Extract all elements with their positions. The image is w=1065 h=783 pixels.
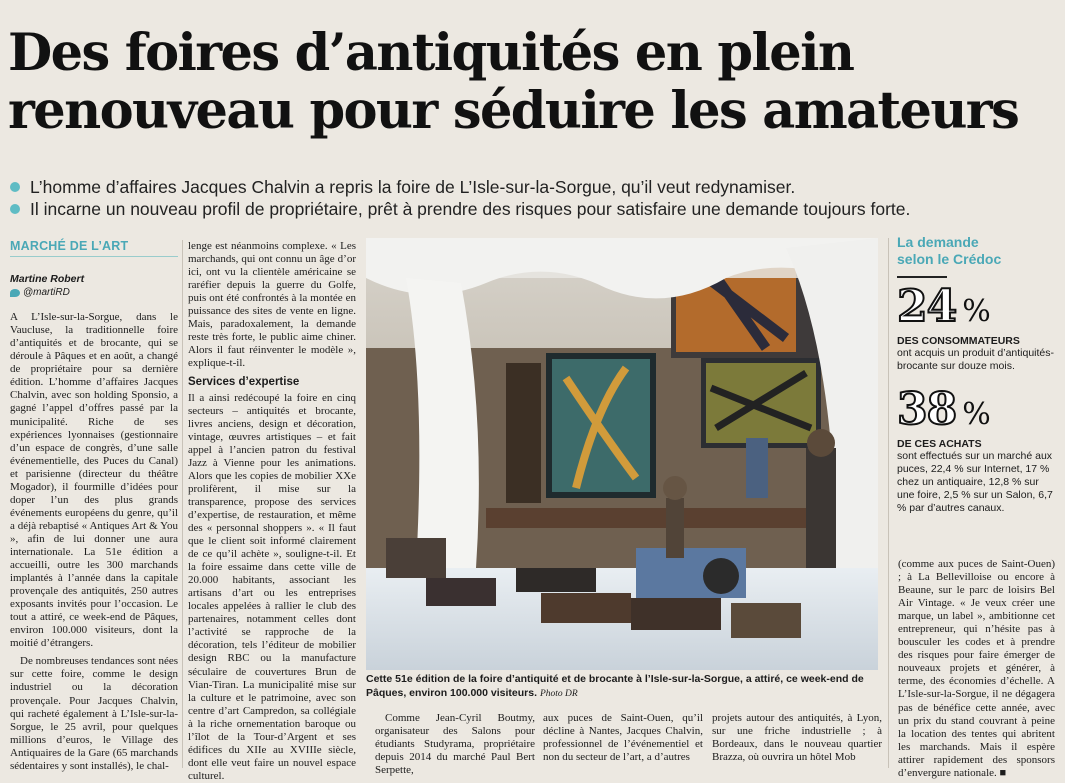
text-column-2 xyxy=(188,240,356,782)
article-headline xyxy=(8,24,1058,140)
deck-text: Il incarne un nouveau profil de propriétaire, prêt à prendre des risques pour satisfaire une demande toujours forte. xyxy=(30,199,911,219)
subheading: Services d’expertise xyxy=(188,376,300,389)
paragraph: Comme Jean-Cyril Boutmy, organisateur des Salons pour étudiants Studyrama, propriétaire depuis 2014 du marché Paul Bert Serpette, xyxy=(375,712,535,777)
sidebar-title xyxy=(897,234,1055,268)
stat-label: DE CES ACHATS xyxy=(897,438,982,450)
author-handle xyxy=(10,286,178,299)
bullet-icon xyxy=(10,204,20,214)
bullet-icon xyxy=(10,182,20,192)
paragraph: Il a ainsi redécoupé la foire en cinq secteurs – antiquités et brocante, livres anciens, design et décoration, vintage, œuvres artistiques – et fait appel à l’ancien patron du festival Jazz à Vienne pour les animations. Alors que les copies de mobilier XXe prolifèrent, il mise sur la transparence, propose des services d’expertise, de restauration, et même des « personnal shoppers ». « Il faut que le client soit informé clairement de ce qu’il achète », souligne-t-il. Et la foire essaime dans cette ville de 20.000 habitants, associant les artisans d’art ou les entreprises locales appelées à rallier le club des partenaires, notamment celles dont l’activité se rapproche de la décoration, tels l’éditeur de mobilier design RBC ou la manufacture séculaire de couvertures Brun de Vian-Tiran. La municipalité mise sur la culture et le patrimoine, avec son centre d’art Campredon, sa collégiale à la riche ornementation baroque ou l’îlot de la Tour-d’Argent et ses édifices du XIIe au XVIIIe siècle, dont elle veut faire un nouvel espace culturel. xyxy=(188,391,356,782)
sidebar-rule xyxy=(897,276,947,278)
column-divider xyxy=(182,240,183,768)
stat-block xyxy=(897,384,1055,515)
stat-value xyxy=(897,281,1055,335)
stat-block xyxy=(897,281,1055,373)
twitter-bird-icon xyxy=(10,289,20,297)
paragraph: A L’Isle-sur-la-Sorgue, dans le Vaucluse, la traditionnelle foire d’antiquités et de brocante, qui se déroule à Pâques et en août, a changé de propriétaire pour sa dernière édition. L’homme d’affaires Jacques Chalvin, avec son holding Sponsio, a gagné l’appel d’offres passé par la municipalité. Riche de ses expériences lyonnaises (gestionnaire d’un espace de congrès, d’une salle événementielle, des Puces du Canal) et parisienne (directeur du théâtre Mogador), il fourmille d’idées pour doper l’un des plus grands événements européens du genre, qu’il a déjà rebaptisé « Antiques Art & You », afin de lui donner une aura internationale. La 51e édition a accueilli, outre les 300 marchands implantés à l’année dans la capitale provençale des antiquités, 250 autres exposants invités pour l’occasion. Le tout a attiré, ce week-end de Pâques, environ 100.000 visiteurs, dont la moitié d’étrangers. xyxy=(10,311,178,650)
stat-text: sont effectués sur un marché aux puces, 22,4 % sur Internet, 17 % chez un antiquaire, 12,8 % sur une foire, 2,5 % sur un Salon, 6,7 % par d’autres canaux. xyxy=(897,450,1053,514)
text-column-4 xyxy=(543,712,703,770)
article-deck xyxy=(10,176,1060,220)
text-column-3 xyxy=(375,712,535,777)
stats-sidebar xyxy=(893,234,1055,515)
section-rubric: MARCHÉ DE L’ART xyxy=(10,240,178,257)
text-column-1 xyxy=(10,239,178,772)
stat-text: ont acquis un produit d’antiquités-brocante sur douze mois. xyxy=(897,347,1055,372)
stat-number: 38 xyxy=(897,384,957,435)
stat-unit: % xyxy=(962,397,990,432)
photo-caption xyxy=(366,672,878,701)
photo-credit: Photo DR xyxy=(539,689,578,699)
deck-item xyxy=(10,176,1060,198)
sidebar-title-line-1: La demande xyxy=(897,234,979,250)
paragraph: aux puces de Saint-Ouen, qu’il décline à Nantes, Jacques Chalvin, professionnel de l’événementiel et non du secteur de l’art, a d’autres xyxy=(543,712,703,764)
article-photo xyxy=(366,238,878,670)
author-handle-text: @martiRD xyxy=(23,287,70,299)
sidebar-title-line-2: selon le Crédoc xyxy=(897,251,1002,267)
headline-line-2: renouveau pour séduire les amateurs xyxy=(8,81,1019,141)
stat-value xyxy=(897,384,1055,438)
paragraph: De nombreuses tendances sont nées sur cette foire, comme le design industriel ou la décoration provençale. Pour Jacques Chalvin, qui racheté également à L’Isle-sur-la-Sorgue, le 25 avril, pour quelques millions d’euros, le Village des Antiquaires de la Gare (65 marchands sédentaires y sont installés), le chal- xyxy=(10,655,178,772)
text-column-6 xyxy=(898,558,1055,779)
deck-item xyxy=(10,198,1060,220)
deck-text: L’homme d’affaires Jacques Chalvin a repris la foire de L’Isle-sur-la-Sorgue, qu’il veut redynamiser. xyxy=(30,177,796,197)
author-name: Martine Robert xyxy=(10,273,85,286)
text-column-5 xyxy=(712,712,882,770)
paragraph: lenge est néanmoins complexe. « Les marchands, qui ont connu un âge d’or ici, ont vu la clientèle américaine se raréfier depuis la guerre du Golfe, puis ont été confrontés à la montée en puissance des sites de vente en ligne. Mais, paradoxalement, la demande reste très forte, le public aime chiner. Alors il faut réinventer le modèle », explique-t-il. xyxy=(188,240,356,370)
column-divider xyxy=(888,238,889,768)
stat-unit: % xyxy=(962,294,990,329)
caption-text: Cette 51e édition de la foire d’antiquité et de brocante à l’Isle-sur-la-Sorgue, a attiré, ce week-end de Pâques, environ 100.000 visiteurs. xyxy=(366,673,864,699)
antiques-stand-photo xyxy=(366,238,878,670)
headline-line-1: Des foires d’antiquités en plein xyxy=(8,23,854,83)
paragraph: projets autour des antiquités, à Lyon, sur une friche industrielle ; à Bordeaux, dans le nouveau quartier Brazza, où ouvrira un hôtel Mob xyxy=(712,712,882,764)
stat-label: DES CONSOMMATEURS xyxy=(897,335,1020,347)
paragraph: (comme aux puces de Saint-Ouen) ; à La Bellevilloise ou encore à Beaune, sur le parc de loisirs Bel Air Vintage. « Je veux créer une marque, un label », ambitionne cet entrepreneur, qui n’hésite pas à bousculer les codes et à prendre des risques pour faire émerger de nouveaux projets et générer, à terme, des économies d’échelle. A L’Isle-sur-la-Sorgue, il ne dégagera pas de bénéfice cette année, avec un prix du stand couvrant à peine la location des tentes qui abritent les marchands. Mais il espère attirer rapidement des sponsors d’envergure nationale. ■ xyxy=(898,558,1055,779)
stat-number: 24 xyxy=(897,281,957,332)
